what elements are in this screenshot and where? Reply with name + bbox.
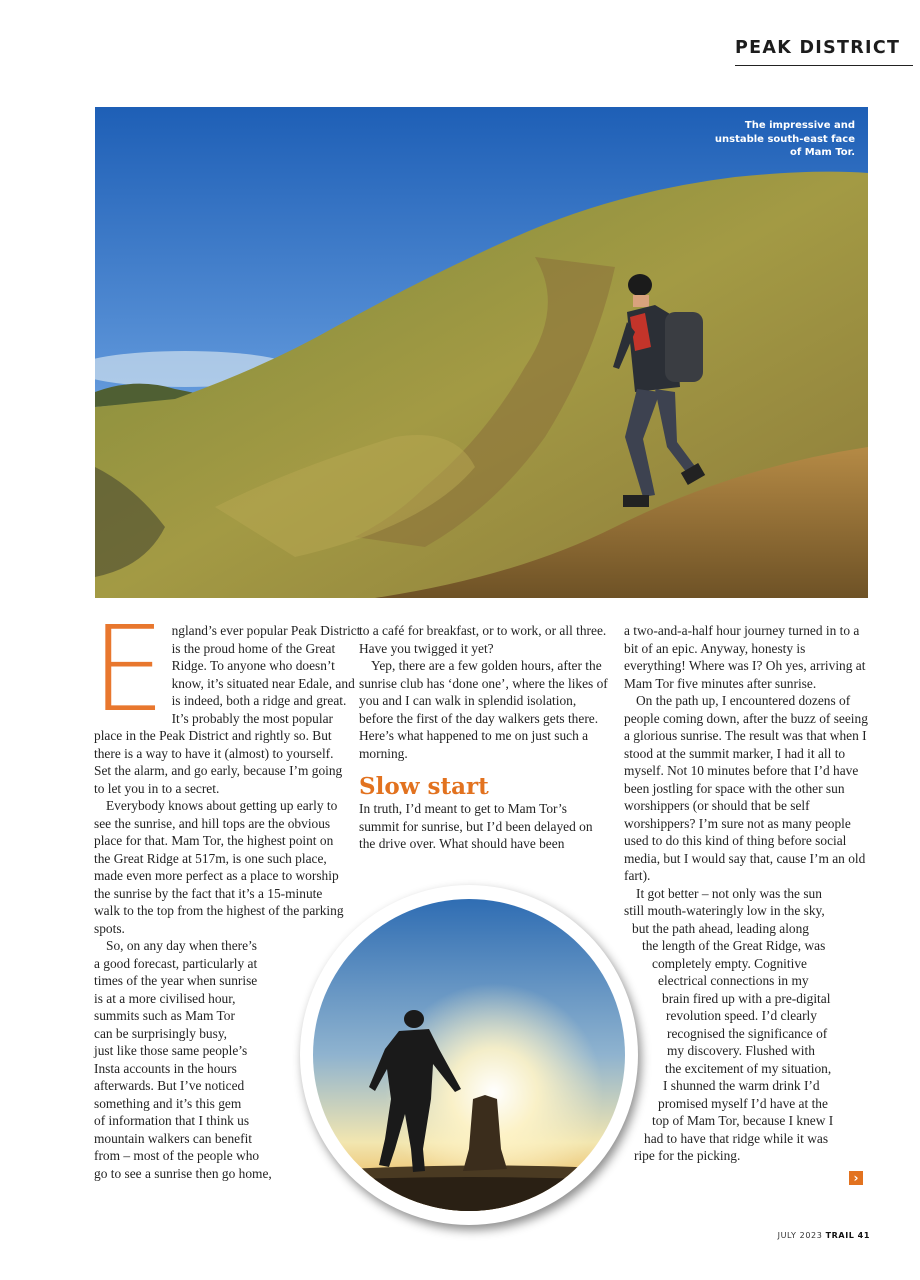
text-line: summits such as Mam Tor [94, 1008, 235, 1023]
text-line: of information that I think us [94, 1113, 250, 1128]
text-line: from – most of the people who [94, 1148, 260, 1163]
text-line: ripe for the picking. [634, 1148, 741, 1163]
text-line: had to have that ridge while it was [644, 1130, 829, 1146]
paragraph: In truth, I’d meant to get to Mam Tor’s summit for sunrise, but I’d been delayed on the drive over. What should have been [359, 801, 593, 851]
text-line: is at a more civilised hour, [94, 990, 236, 1006]
text-line: afterwards. But I’ve noticed [94, 1078, 245, 1093]
text-line: So, on any day when there’s [106, 938, 257, 953]
text-line: mountain walkers can benefit [94, 1130, 253, 1146]
text-line: revolution speed. I’d clearly [666, 1008, 817, 1023]
article-column-2 [359, 622, 609, 853]
subheading: Slow start [359, 773, 489, 800]
text-line: top of Mam Tor, because I knew I [652, 1113, 834, 1128]
paragraph: Everybody knows about getting up early to see the sunrise, and hill tops are the obvious place for that. Mam Tor, the highest point on the Great Ridge at 517m, is one such place, made even more perfect as a place to worship the sunrise by the fact that it’s a 15-minute walk to the top from the highest of the parking spots. [94, 798, 344, 936]
intro-line: is indeed, both a ridge and great. [171, 693, 347, 708]
sunrise-photo-frame [300, 885, 638, 1225]
issue-date: JULY 2023 [777, 1231, 823, 1240]
magazine-name: TRAIL [825, 1231, 855, 1240]
intro-line: know, it’s situated near Edale, and [171, 675, 355, 691]
text-line: my discovery. Flushed with [667, 1043, 815, 1058]
text-line: recognised the significance of [667, 1025, 828, 1041]
mam-tor-hillside-image [95, 107, 868, 598]
paragraph: a two-and-a-half hour journey turned in to a bit of an epic. Anyway, honesty is everything! Where was I? Oh yes, arriving at Mam Tor five minutes after sunrise. [624, 623, 866, 691]
summit-silhouette-image [313, 899, 625, 1211]
intro-line: It’s probably the most popular [171, 710, 333, 726]
page-footer [778, 1231, 870, 1240]
text-line: times of the year when sunrise [94, 973, 258, 988]
hero-photo [95, 107, 868, 598]
text-line: just like those same people’s [94, 1043, 248, 1058]
paragraph: to a café for breakfast, or to work, or all three. Have you twigged it yet? [359, 623, 607, 656]
text-line: the length of the Great Ridge, was [642, 938, 826, 953]
drop-cap: E [91, 600, 166, 738]
intro-line: ngland’s ever popular Peak District [171, 623, 361, 638]
page-number: 41 [857, 1231, 870, 1240]
paragraph: Yep, there are a few golden hours, after the sunrise club has ‘done one’, where the likes of you and I can walk in splendid isolation, before the first of the day walkers gets there. Here’s what happened to me on just such a morning. [359, 658, 608, 761]
text-line: still mouth-wateringly low in the sky, [624, 903, 825, 918]
text-line: completely empty. Cognitive [652, 955, 807, 971]
text-line: brain fired up with a pre-digital [662, 990, 831, 1006]
continue-arrow [849, 1171, 863, 1185]
sunrise-photo [300, 885, 638, 1225]
text-line: but the path ahead, leading along [632, 920, 809, 936]
text-line: Insta accounts in the hours [94, 1060, 237, 1076]
intro-line: Ridge. To anyone who doesn’t [171, 658, 335, 673]
text-line: electrical connections in my [658, 973, 809, 988]
paragraph: place in the Peak District and rightly so. But there is a way to have it (almost) to yourself. Set the alarm, and go early, because I’m going to let you in to a secret. [94, 728, 343, 796]
wrapped-paragraph [624, 885, 869, 1165]
paragraph: On the path up, I encountered dozens of people coming down, after the buzz of seeing a glorious sunrise. The result was that when I stood at the summit marker, I had it all to myself. Not 10 minutes before that I’d have been jostling for space with the other sun worshippers (or should that be self worshippers? I’m sure not as many people used to do this kind of thing before social media, but I would say that, cause I’m an old fart). [624, 693, 868, 883]
text-line: something and it’s this gem [94, 1095, 242, 1111]
text-line: I shunned the warm drink I’d [663, 1078, 820, 1093]
photo-caption: The impressive and unstable south-east face of Mam Tor. [714, 120, 855, 158]
text-line: can be surprisingly busy, [94, 1025, 228, 1041]
text-line: the excitement of my situation, [665, 1060, 832, 1076]
article-column-3 [624, 622, 869, 1165]
section-header: PEAK DISTRICT [735, 38, 913, 66]
intro-line: is the proud home of the Great [171, 640, 336, 656]
text-line: promised myself I’d have at the [658, 1095, 828, 1111]
chevron-right-icon: › [853, 1171, 859, 1185]
text-line: a good forecast, particularly at [94, 955, 258, 971]
text-line: go to see a sunrise then go home, [94, 1165, 272, 1181]
text-line: It got better – not only was the sun [636, 885, 822, 901]
